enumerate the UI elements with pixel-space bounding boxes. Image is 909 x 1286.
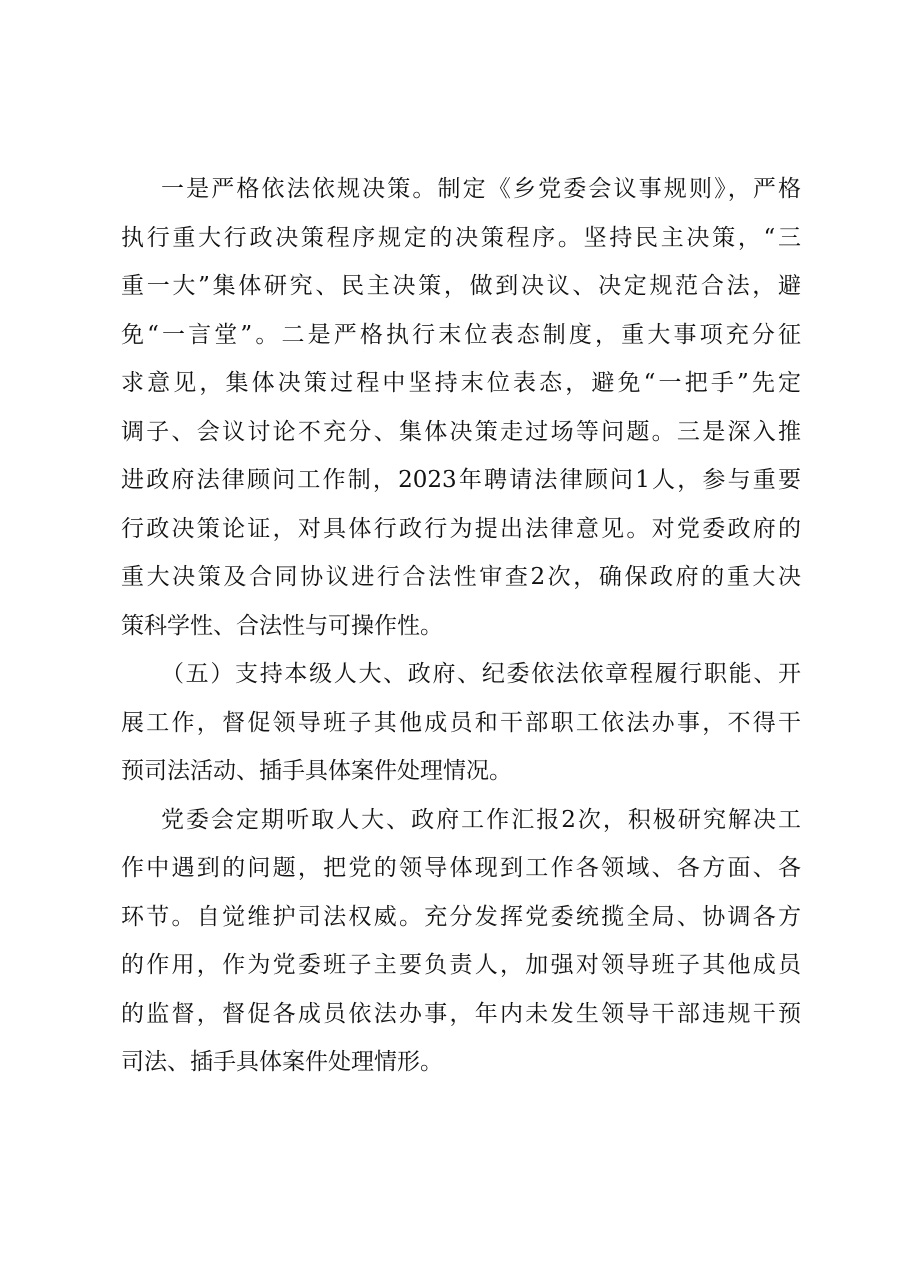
text-line: 行政决策论证，对具体行政行为提出法律意见。对党委政府的 bbox=[121, 515, 801, 542]
paragraph-party-committee bbox=[121, 796, 801, 1087]
text-line: 求意见，集体决策过程中坚持末位表态，避免“一把手”先定 bbox=[121, 370, 801, 396]
text-line: 作中遇到的问题，把党的领导体现到工作各领域、各方面、各 bbox=[121, 855, 801, 881]
text-line: 调子、会议讨论不充分、集体决策走过场等问题。三是深入推 bbox=[121, 418, 801, 445]
document-body bbox=[121, 165, 801, 1087]
text-line: 重一大”集体研究、民主决策，做到决议、决定规范合法，避 bbox=[121, 273, 801, 299]
text-line: 的作用，作为党委班子主要负责人，加强对领导班子其他成员 bbox=[121, 952, 801, 978]
text-line: 执行重大行政决策程序规定的决策程序。坚持民主决策，“三 bbox=[121, 224, 801, 251]
text-line: 策科学性、合法性与可操作性。 bbox=[121, 612, 443, 639]
text-line: 环节。自觉维护司法权威。充分发挥党委统揽全局、协调各方 bbox=[121, 903, 801, 930]
text-line: 党委会定期听取人大、政府工作汇报2次，积极研究解决工 bbox=[161, 806, 801, 833]
text-line: 的监督，督促各成员依法办事，年内未发生领导干部违规干预 bbox=[121, 1000, 801, 1027]
text-line: 预司法活动、插手具体案件处理情况。 bbox=[121, 758, 512, 784]
text-line: 司法、插手具体案件处理情形。 bbox=[121, 1049, 443, 1075]
text-line: 展工作，督促领导班子其他成员和干部职工依法办事，不得干 bbox=[121, 709, 801, 736]
text-line: 重大决策及合同协议进行合法性审查2次，确保政府的重大决 bbox=[121, 564, 801, 590]
text-line: 免“一言堂”。二是严格执行末位表态制度，重大事项充分征 bbox=[121, 321, 801, 348]
text-line: （五）支持本级人大、政府、纪委依法依章程履行职能、开 bbox=[161, 661, 801, 687]
text-line: 进政府法律顾问工作制，2023年聘请法律顾问1人，参与重要 bbox=[121, 467, 801, 493]
paragraph-section-five-heading bbox=[121, 650, 801, 796]
text-line: 一是严格依法依规决策。制定《乡党委会议事规则》，严格 bbox=[161, 176, 801, 202]
paragraph-decision-making bbox=[121, 165, 801, 650]
